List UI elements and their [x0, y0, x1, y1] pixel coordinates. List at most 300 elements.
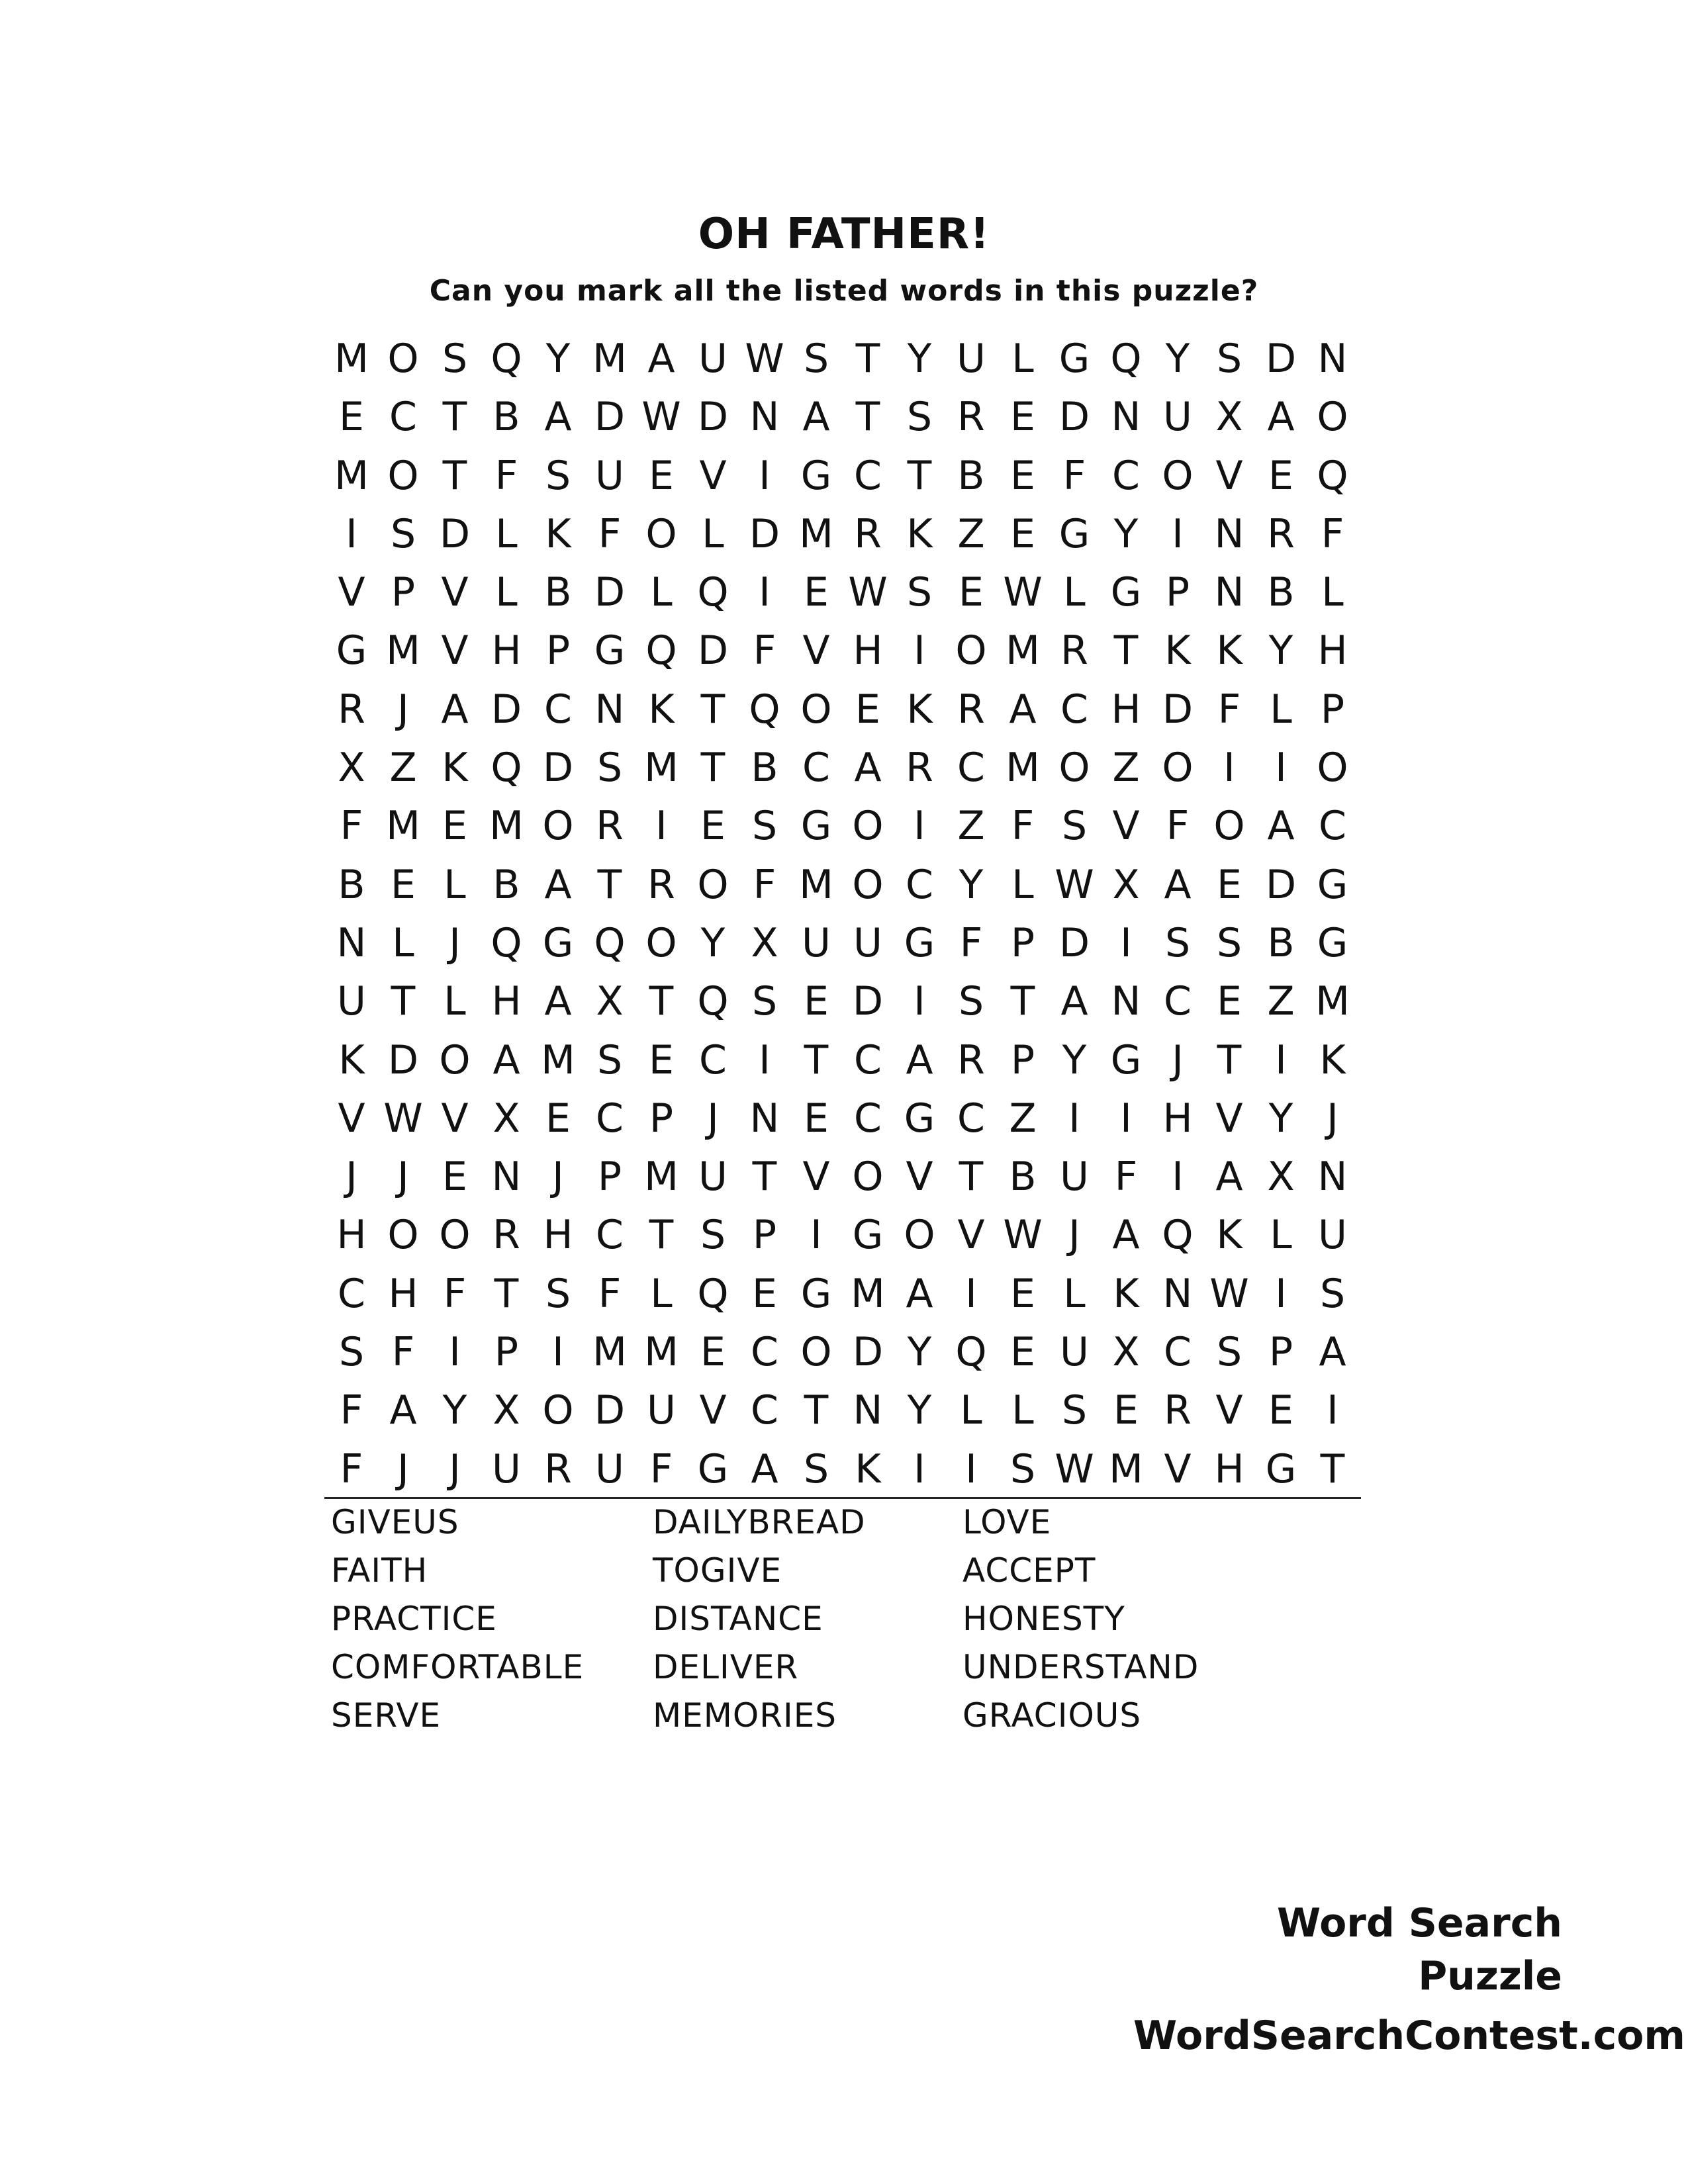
grid-letter[interactable]: G [1058, 336, 1090, 382]
grid-letter[interactable]: W [1055, 861, 1094, 908]
grid-letter[interactable]: X [492, 1095, 520, 1142]
grid-letter[interactable]: M [1315, 978, 1350, 1025]
grid-letter[interactable]: D [594, 394, 626, 441]
grid-letter[interactable]: Q [491, 336, 522, 382]
grid-letter[interactable]: R [906, 745, 933, 792]
grid-letter[interactable]: A [1267, 394, 1295, 441]
grid-letter[interactable]: Q [749, 686, 780, 733]
grid-letter[interactable]: O [645, 510, 677, 557]
grid-letter[interactable]: I [1327, 1387, 1338, 1434]
grid-letter[interactable]: P [649, 1095, 674, 1142]
grid-letter[interactable]: G [1110, 1036, 1142, 1083]
grid-letter[interactable]: S [545, 452, 571, 499]
grid-letter[interactable]: U [698, 1154, 727, 1201]
grid-letter[interactable]: E [804, 569, 829, 616]
grid-letter[interactable]: T [1113, 627, 1139, 674]
grid-letter[interactable]: R [957, 1036, 985, 1083]
grid-letter[interactable]: L [1011, 1387, 1034, 1434]
grid-letter[interactable]: V [957, 1212, 985, 1259]
grid-letter[interactable]: M [489, 803, 524, 850]
grid-letter[interactable]: Y [442, 1387, 467, 1434]
grid-letter[interactable]: G [800, 452, 832, 499]
grid-letter[interactable]: W [1209, 1270, 1249, 1317]
grid-letter[interactable]: T [442, 452, 467, 499]
grid-letter[interactable]: G [336, 627, 367, 674]
grid-letter[interactable]: D [542, 745, 574, 792]
grid-letter[interactable]: U [595, 1445, 624, 1492]
grid-letter[interactable]: O [439, 1036, 471, 1083]
grid-letter[interactable]: H [1162, 1095, 1193, 1142]
grid-letter[interactable]: A [647, 336, 675, 382]
grid-letter[interactable]: I [965, 1445, 977, 1492]
grid-letter[interactable]: V [441, 569, 469, 616]
grid-letter[interactable]: P [494, 1329, 519, 1376]
grid-letter[interactable]: M [386, 627, 420, 674]
grid-letter[interactable]: D [1265, 336, 1297, 382]
grid-letter[interactable]: A [441, 686, 469, 733]
grid-letter[interactable]: C [1060, 686, 1088, 733]
grid-letter[interactable]: J [707, 1095, 719, 1142]
grid-letter[interactable]: C [854, 452, 882, 499]
grid-letter[interactable]: I [759, 569, 771, 616]
grid-letter[interactable]: F [1166, 803, 1190, 850]
grid-letter[interactable]: T [649, 978, 674, 1025]
grid-letter[interactable]: R [596, 803, 624, 850]
grid-letter[interactable]: H [1317, 627, 1348, 674]
grid-letter[interactable]: O [645, 919, 677, 966]
grid-letter[interactable]: D [852, 978, 884, 1025]
grid-letter[interactable]: I [1172, 1154, 1184, 1201]
grid-letter[interactable]: G [800, 1270, 832, 1317]
grid-letter[interactable]: R [544, 1445, 572, 1492]
grid-letter[interactable]: K [855, 1445, 881, 1492]
grid-letter[interactable]: W [1003, 569, 1043, 616]
grid-letter[interactable]: S [700, 1212, 726, 1259]
grid-letter[interactable]: M [334, 452, 369, 499]
grid-letter[interactable]: L [495, 569, 518, 616]
grid-letter[interactable]: B [492, 394, 520, 441]
grid-letter[interactable]: A [544, 861, 572, 908]
grid-letter[interactable]: N [1162, 1270, 1193, 1317]
grid-letter[interactable]: L [1321, 569, 1344, 616]
grid-letter[interactable]: Q [1317, 452, 1348, 499]
grid-letter[interactable]: D [1058, 919, 1090, 966]
grid-letter[interactable]: L [650, 1270, 673, 1317]
grid-letter[interactable]: D [697, 627, 729, 674]
grid-letter[interactable]: C [802, 745, 830, 792]
grid-letter[interactable]: H [491, 627, 522, 674]
grid-letter[interactable]: Q [491, 919, 522, 966]
grid-letter[interactable]: N [1317, 1154, 1348, 1201]
grid-letter[interactable]: T [1217, 1036, 1242, 1083]
grid-letter[interactable]: O [439, 1212, 471, 1259]
grid-letter[interactable]: T [907, 452, 932, 499]
grid-letter[interactable]: B [1267, 569, 1295, 616]
grid-letter[interactable]: U [647, 1387, 676, 1434]
grid-letter[interactable]: X [751, 919, 778, 966]
grid-letter[interactable]: X [1112, 1329, 1140, 1376]
grid-letter[interactable]: D [439, 510, 471, 557]
grid-letter[interactable]: F [598, 1270, 622, 1317]
grid-letter[interactable]: U [1163, 394, 1192, 441]
grid-letter[interactable]: C [699, 1036, 727, 1083]
grid-letter[interactable]: J [449, 1445, 461, 1492]
grid-letter[interactable]: C [596, 1095, 624, 1142]
grid-letter[interactable]: O [800, 1329, 832, 1376]
grid-letter[interactable]: K [1216, 1212, 1243, 1259]
grid-letter[interactable]: G [852, 1212, 884, 1259]
grid-letter[interactable]: S [1216, 336, 1243, 382]
grid-letter[interactable]: V [699, 1387, 727, 1434]
grid-letter[interactable]: T [649, 1212, 674, 1259]
grid-letter[interactable]: W [641, 394, 681, 441]
grid-letter[interactable]: M [644, 1154, 679, 1201]
grid-letter[interactable]: M [386, 803, 420, 850]
grid-letter[interactable]: D [1162, 686, 1194, 733]
grid-letter[interactable]: L [702, 510, 724, 557]
grid-letter[interactable]: E [804, 978, 829, 1025]
grid-letter[interactable]: D [1058, 394, 1090, 441]
grid-letter[interactable]: N [1214, 569, 1244, 616]
grid-letter[interactable]: E [1010, 510, 1035, 557]
grid-letter[interactable]: I [1120, 919, 1132, 966]
grid-letter[interactable]: K [648, 686, 675, 733]
grid-letter[interactable]: V [1164, 1445, 1192, 1492]
grid-letter[interactable]: Q [645, 627, 677, 674]
grid-letter[interactable]: C [854, 1095, 882, 1142]
grid-letter[interactable]: F [340, 1445, 363, 1492]
grid-letter[interactable]: V [802, 1154, 830, 1201]
grid-letter[interactable]: E [1217, 978, 1242, 1025]
grid-letter[interactable]: S [390, 510, 416, 557]
grid-letter[interactable]: I [346, 510, 357, 557]
grid-letter[interactable]: Q [697, 1270, 729, 1317]
grid-letter[interactable]: M [1006, 627, 1040, 674]
grid-letter[interactable]: Z [1112, 745, 1140, 792]
grid-letter[interactable]: E [855, 686, 880, 733]
grid-letter[interactable]: J [1327, 1095, 1338, 1142]
grid-letter[interactable]: L [495, 510, 518, 557]
grid-letter[interactable]: R [1164, 1387, 1192, 1434]
grid-letter[interactable]: S [596, 745, 623, 792]
grid-letter[interactable]: T [700, 745, 726, 792]
grid-letter[interactable]: N [336, 919, 367, 966]
grid-letter[interactable]: C [389, 394, 417, 441]
grid-letter[interactable]: V [338, 569, 365, 616]
grid-letter[interactable]: T [391, 978, 416, 1025]
grid-letter[interactable]: J [346, 1154, 357, 1201]
grid-letter[interactable]: I [1172, 510, 1184, 557]
grid-letter[interactable]: C [957, 1095, 985, 1142]
grid-letter[interactable]: Y [700, 919, 726, 966]
grid-letter[interactable]: B [751, 745, 778, 792]
grid-letter[interactable]: M [592, 336, 627, 382]
grid-letter[interactable]: J [397, 686, 409, 733]
grid-letter[interactable]: N [1317, 336, 1348, 382]
grid-letter[interactable]: J [397, 1445, 409, 1492]
grid-letter[interactable]: O [387, 452, 419, 499]
grid-letter[interactable]: M [592, 1329, 627, 1376]
grid-letter[interactable]: U [1060, 1154, 1089, 1201]
grid-letter[interactable]: L [392, 919, 414, 966]
grid-letter[interactable]: Y [907, 1387, 932, 1434]
grid-letter[interactable]: Z [957, 510, 985, 557]
grid-letter[interactable]: K [1216, 627, 1243, 674]
grid-letter[interactable]: I [1120, 1095, 1132, 1142]
grid-letter[interactable]: J [552, 1154, 564, 1201]
grid-letter[interactable]: R [338, 686, 365, 733]
grid-letter[interactable]: E [1010, 452, 1035, 499]
grid-letter[interactable]: S [803, 336, 829, 382]
grid-letter[interactable]: D [852, 1329, 884, 1376]
grid-letter[interactable]: F [1321, 510, 1344, 557]
grid-letter[interactable]: T [1010, 978, 1035, 1025]
grid-letter[interactable]: X [1112, 861, 1140, 908]
grid-letter[interactable]: O [852, 803, 884, 850]
grid-letter[interactable]: U [853, 919, 882, 966]
grid-letter[interactable]: I [914, 627, 925, 674]
grid-letter[interactable]: L [1270, 1212, 1292, 1259]
grid-letter[interactable]: X [1267, 1154, 1295, 1201]
grid-letter[interactable]: C [338, 1270, 365, 1317]
grid-letter[interactable]: H [853, 627, 883, 674]
grid-letter[interactable]: A [751, 1445, 778, 1492]
grid-letter[interactable]: G [1317, 861, 1348, 908]
grid-letter[interactable]: Q [955, 1329, 987, 1376]
grid-letter[interactable]: K [338, 1036, 365, 1083]
grid-letter[interactable]: O [387, 1212, 419, 1259]
grid-letter[interactable]: G [1058, 510, 1090, 557]
grid-letter[interactable]: O [387, 336, 419, 382]
grid-letter[interactable]: T [855, 336, 880, 382]
grid-letter[interactable]: O [1317, 394, 1348, 441]
grid-letter[interactable]: O [1317, 745, 1348, 792]
grid-letter[interactable]: A [492, 1036, 520, 1083]
grid-letter[interactable]: Q [697, 569, 729, 616]
grid-letter[interactable]: T [597, 861, 622, 908]
grid-letter[interactable]: L [1011, 861, 1034, 908]
grid-letter[interactable]: D [387, 1036, 419, 1083]
grid-letter[interactable]: S [338, 1329, 365, 1376]
grid-letter[interactable]: F [598, 510, 622, 557]
grid-letter[interactable]: H [1111, 686, 1141, 733]
grid-letter[interactable]: H [336, 1212, 367, 1259]
grid-letter[interactable]: E [700, 1329, 726, 1376]
grid-letter[interactable]: E [804, 1095, 829, 1142]
grid-letter[interactable]: C [751, 1329, 778, 1376]
grid-letter[interactable]: M [644, 745, 679, 792]
grid-letter[interactable]: Y [959, 861, 984, 908]
grid-letter[interactable]: S [596, 1036, 623, 1083]
grid-letter[interactable]: N [749, 1095, 780, 1142]
grid-letter[interactable]: K [1164, 627, 1191, 674]
grid-letter[interactable]: A [906, 1270, 933, 1317]
grid-letter[interactable]: U [595, 452, 624, 499]
grid-letter[interactable]: A [802, 394, 830, 441]
grid-letter[interactable]: E [649, 452, 674, 499]
grid-letter[interactable]: K [906, 686, 933, 733]
grid-letter[interactable]: H [1214, 1445, 1244, 1492]
grid-letter[interactable]: J [1068, 1212, 1080, 1259]
grid-letter[interactable]: N [594, 686, 625, 733]
grid-letter[interactable]: I [1223, 745, 1235, 792]
grid-letter[interactable]: B [338, 861, 365, 908]
grid-letter[interactable]: Y [1062, 1036, 1087, 1083]
grid-letter[interactable]: T [804, 1036, 829, 1083]
grid-letter[interactable]: E [1010, 1270, 1035, 1317]
grid-letter[interactable]: C [1112, 452, 1140, 499]
grid-letter[interactable]: R [492, 1212, 520, 1259]
grid-letter[interactable]: M [799, 861, 833, 908]
grid-letter[interactable]: A [1009, 686, 1037, 733]
grid-letter[interactable]: V [1215, 1095, 1243, 1142]
grid-letter[interactable]: Y [1113, 510, 1139, 557]
grid-letter[interactable]: Y [907, 1329, 932, 1376]
grid-letter[interactable]: H [491, 978, 522, 1025]
grid-letter[interactable]: V [1112, 803, 1140, 850]
grid-letter[interactable]: T [752, 1154, 777, 1201]
grid-letter[interactable]: C [751, 1387, 778, 1434]
grid-letter[interactable]: S [1009, 1445, 1036, 1492]
grid-letter[interactable]: T [1320, 1445, 1345, 1492]
grid-letter[interactable]: N [1111, 978, 1141, 1025]
grid-letter[interactable]: E [442, 803, 467, 850]
grid-letter[interactable]: O [1213, 803, 1245, 850]
grid-letter[interactable]: E [752, 1270, 777, 1317]
grid-letter[interactable]: C [957, 745, 985, 792]
grid-letter[interactable]: E [959, 569, 984, 616]
grid-letter[interactable]: Q [491, 745, 522, 792]
grid-letter[interactable]: S [906, 394, 933, 441]
grid-letter[interactable]: S [751, 978, 778, 1025]
grid-letter[interactable]: W [848, 569, 888, 616]
grid-letter[interactable]: T [804, 1387, 829, 1434]
grid-letter[interactable]: I [1275, 1036, 1287, 1083]
grid-letter[interactable]: Y [907, 336, 932, 382]
grid-letter[interactable]: A [1164, 861, 1192, 908]
grid-letter[interactable]: O [800, 686, 832, 733]
grid-letter[interactable]: A [544, 978, 572, 1025]
grid-letter[interactable]: F [1062, 452, 1086, 499]
grid-letter[interactable]: I [759, 1036, 771, 1083]
grid-letter[interactable]: P [1268, 1329, 1293, 1376]
grid-letter[interactable]: V [441, 627, 469, 674]
grid-letter[interactable]: E [1268, 452, 1293, 499]
grid-letter[interactable]: D [594, 569, 626, 616]
grid-letter[interactable]: D [594, 1387, 626, 1434]
grid-letter[interactable]: K [442, 745, 468, 792]
grid-letter[interactable]: E [1010, 394, 1035, 441]
grid-letter[interactable]: I [655, 803, 667, 850]
grid-letter[interactable]: F [753, 861, 776, 908]
grid-letter[interactable]: J [449, 919, 461, 966]
grid-letter[interactable]: U [1060, 1329, 1089, 1376]
grid-letter[interactable]: E [339, 394, 364, 441]
grid-letter[interactable]: U [957, 336, 986, 382]
grid-letter[interactable]: Q [594, 919, 626, 966]
grid-letter[interactable]: W [383, 1095, 423, 1142]
grid-letter[interactable]: K [1113, 1270, 1139, 1317]
grid-letter[interactable]: L [960, 1387, 982, 1434]
grid-letter[interactable]: V [1215, 1387, 1243, 1434]
grid-letter[interactable]: Q [1110, 336, 1142, 382]
grid-letter[interactable]: S [751, 803, 778, 850]
grid-letter[interactable]: T [442, 394, 467, 441]
grid-letter[interactable]: N [749, 394, 780, 441]
grid-letter[interactable]: F [1114, 1154, 1138, 1201]
grid-letter[interactable]: Q [1162, 1212, 1194, 1259]
grid-letter[interactable]: A [1319, 1329, 1346, 1376]
grid-letter[interactable]: E [545, 1095, 571, 1142]
grid-letter[interactable]: G [800, 803, 832, 850]
grid-letter[interactable]: U [802, 919, 831, 966]
grid-letter[interactable]: U [1318, 1212, 1347, 1259]
grid-letter[interactable]: S [1319, 1270, 1346, 1317]
grid-letter[interactable]: A [906, 1036, 933, 1083]
grid-letter[interactable]: S [1216, 1329, 1243, 1376]
grid-letter[interactable]: C [1319, 803, 1346, 850]
grid-letter[interactable]: A [1267, 803, 1295, 850]
grid-letter[interactable]: M [799, 510, 833, 557]
grid-letter[interactable]: T [959, 1154, 984, 1201]
grid-letter[interactable]: C [1164, 978, 1192, 1025]
grid-letter[interactable]: F [1217, 686, 1241, 733]
grid-letter[interactable]: L [650, 569, 673, 616]
grid-letter[interactable]: A [854, 745, 882, 792]
grid-letter[interactable]: C [854, 1036, 882, 1083]
grid-letter[interactable]: E [649, 1036, 674, 1083]
grid-letter[interactable]: P [1010, 1036, 1035, 1083]
grid-letter[interactable]: H [543, 1212, 573, 1259]
grid-letter[interactable]: O [1162, 745, 1194, 792]
grid-letter[interactable]: J [397, 1154, 409, 1201]
grid-letter[interactable]: E [1268, 1387, 1293, 1434]
grid-letter[interactable]: M [1006, 745, 1040, 792]
grid-letter[interactable]: I [552, 1329, 564, 1376]
grid-letter[interactable]: P [1010, 919, 1035, 966]
grid-letter[interactable]: P [545, 627, 571, 674]
grid-letter[interactable]: L [1063, 1270, 1086, 1317]
grid-letter[interactable]: M [334, 336, 369, 382]
grid-letter[interactable]: B [492, 861, 520, 908]
grid-letter[interactable]: Z [1009, 1095, 1037, 1142]
grid-letter[interactable]: A [1060, 978, 1088, 1025]
grid-letter[interactable]: F [340, 803, 363, 850]
grid-letter[interactable]: R [1060, 627, 1088, 674]
grid-letter[interactable]: O [542, 803, 574, 850]
grid-letter[interactable]: E [1217, 861, 1242, 908]
grid-letter[interactable]: N [853, 1387, 883, 1434]
grid-letter[interactable]: I [914, 978, 925, 1025]
grid-letter[interactable]: X [596, 978, 624, 1025]
grid-letter[interactable]: L [1063, 569, 1086, 616]
grid-letter[interactable]: G [904, 919, 935, 966]
grid-letter[interactable]: M [644, 1329, 679, 1376]
grid-letter[interactable]: V [906, 1154, 933, 1201]
grid-letter[interactable]: D [749, 510, 780, 557]
grid-letter[interactable]: C [906, 861, 933, 908]
grid-letter[interactable]: P [1320, 686, 1345, 733]
grid-letter[interactable]: V [441, 1095, 469, 1142]
grid-letter[interactable]: O [852, 861, 884, 908]
grid-letter[interactable]: R [957, 394, 985, 441]
grid-letter[interactable]: B [544, 569, 572, 616]
grid-letter[interactable]: I [965, 1270, 977, 1317]
grid-letter[interactable]: H [388, 1270, 418, 1317]
grid-letter[interactable]: Z [1267, 978, 1295, 1025]
grid-letter[interactable]: G [697, 1445, 729, 1492]
grid-letter[interactable]: G [1110, 569, 1142, 616]
